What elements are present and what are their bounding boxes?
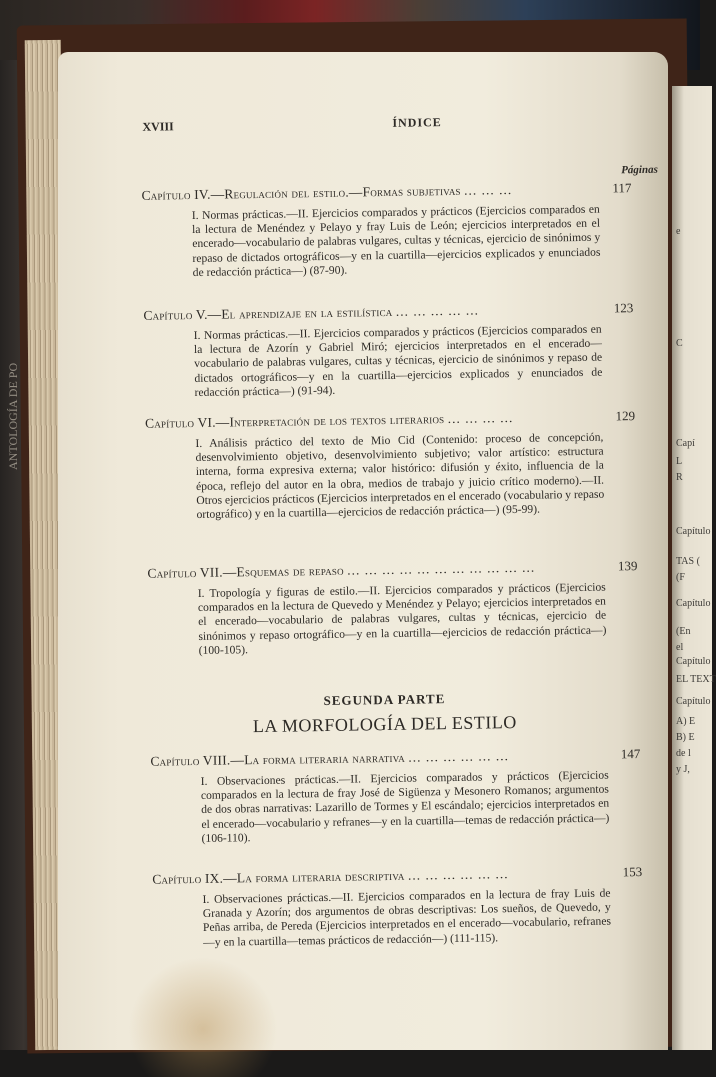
facing-page-fragment: A) E (676, 716, 696, 727)
facing-page-fragment: B) E (676, 732, 695, 743)
facing-page-fragment: y J, (676, 764, 690, 775)
chapter-page: 117 (612, 180, 632, 196)
chapter-description: I. Análisis práctico del texto de Mio Cid (Contenido: proceso de concepción, desenvolvimiento objetivo, desenvolvimiento subjetivo; valor artístico: estructura interna, forma expresiva externa; valor histórico: difusión y éxito, influencia de la época, reflejo del autor en la obra, medios de trabajo y juicio crítico moderno).—II. Otros ejercicios prácticos (Ejercicios interpretados en el encerado (vocabulario y repaso ortográfico) y en la cuartilla—ejercicios de redacción práctica—) (95-99). (195, 430, 605, 522)
chapter-description: I. Normas prácticas.—II. Ejercicios comparados y prácticos (Ejercicios comparados en la lectura de Azorín y Gabriel Miró; ejercicios interpretados en el encerado—vocabulario de palabras vulgares, cultas y técnicas, ejercicio de sinónimos y repaso de dictados ortográficos—y en la cuartilla—ejercicios explicados y enunciados de redacción práctica—) (91-94). (193, 322, 603, 399)
facing-page-fragment: (En (676, 626, 691, 637)
leader-dots: ... ... ... ... ... ... (407, 866, 509, 883)
leader-dots: ... ... ... ... ... (395, 302, 480, 319)
part-heading (149, 688, 620, 738)
running-header (142, 112, 612, 139)
chapter-entry (147, 558, 638, 659)
page-number: XVIII (142, 119, 174, 134)
facing-page-fragment: el (676, 642, 684, 653)
leader-dots: ... ... ... (463, 182, 513, 198)
part-title: LA MORFOLOGÍA DEL ESTILO (252, 712, 517, 737)
chapter-entry (150, 746, 641, 847)
chapter-title: Capítulo VIII.—La forma literaria narrativa (150, 749, 406, 769)
facing-page-fragment: e (676, 226, 681, 237)
chapter-entry (143, 300, 634, 401)
facing-page-fragment: (F (676, 572, 685, 583)
chapter-page: 139 (617, 558, 638, 574)
chapter-description: I. Normas prácticas.—II. Ejercicios comparados y prácticos (Ejercicios comparados en la lectura de Menéndez y Pelayo y fray Luis de León; ejercicios interpretados en el encerado—vocabulario de palabras vulgares, cultas y técnicas, ejercicio de sinónimos y repaso de dictados ortográficos—y en la cuartilla—ejercicios explicados y enunciados de redacción práctica—) (87-90). (191, 202, 601, 279)
chapter-title: Capítulo V.—El aprendizaje en la estilística (143, 303, 393, 323)
spine-lettering: ANTOLOGÍA DE PO (6, 362, 20, 470)
chapter-entry (141, 180, 632, 281)
chapter-page: 129 (615, 408, 636, 424)
facing-page-fragment: Capí (676, 438, 695, 449)
facing-page (672, 86, 716, 1050)
facing-page-fragment: de l (676, 748, 691, 759)
chapter-title: Capítulo VI.—Interpretación de los textos literarios (144, 411, 445, 431)
facing-page-fragment: Capítulo (676, 598, 711, 609)
chapter-entry (145, 408, 637, 523)
chapter-entry (152, 864, 643, 950)
leader-dots: ... ... ... ... (447, 410, 514, 427)
chapter-title: Capítulo IV.—Regulación del estilo.—Formas subjetivas (141, 182, 461, 203)
facing-page-fragment: Capítulo (676, 526, 711, 537)
facing-page-fragment: EL TEXT (676, 674, 716, 685)
facing-page-fragment: Capítulo (676, 696, 711, 707)
facing-page-fragment: L (676, 456, 683, 467)
chapter-page: 153 (622, 864, 643, 880)
index-content (130, 92, 664, 1000)
paginas-label: Páginas (621, 163, 658, 177)
chapter-description: I. Observaciones prácticas.—II. Ejercicios comparados y prácticos (Ejercicios comparados en la lectura de fray José de Sigüenza y Mesonero Romanos; argumentos de dos obras narrativas: Lazarillo de Tormes y El escándalo; ejercicios interpretados en el encerado—vocabulario y refranes—y en la cuartilla—temas de redacción práctica—) (106-110). (200, 768, 610, 845)
facing-page-fragment: TAS ( (676, 556, 700, 567)
chapter-page: 147 (620, 746, 641, 762)
page-title: ÍNDICE (392, 115, 442, 130)
leader-dots: ... ... ... ... ... ... ... ... ... ... ... (347, 559, 536, 578)
facing-page-fragment: R (676, 472, 683, 483)
chapter-title: Capítulo VII.—Esquemas de repaso (147, 562, 344, 581)
facing-page-fragment: Capítulo (676, 656, 711, 667)
chapter-title: Capítulo IX.—La forma literaria descriptiva (152, 867, 405, 887)
chapter-description: I. Tropología y figuras de estilo.—II. Ejercicios comparados y prácticos (Ejercicios comparados en la lectura de Quevedo y Menéndez y Pelayo; ejercicios interpretados en el encerado—vocabulario de palabras vulgares, cultas y técnicas, ejercicio de sinónimos y repaso ortográfico—y en la cuartilla—ejercicios de redacción práctica—) (100-105). (197, 580, 607, 657)
facing-page-fragment: C (676, 338, 683, 349)
chapter-description: I. Observaciones prácticas.—II. Ejercicios comparados en la lectura de fray Luis de Granada y Azorín; dos argumentos de obras descriptivas: Los sueños, de Quevedo, y Peñas arriba, de Pereda (Ejercicios interpretados en el encerado—vocabulario, refranes—y en la cuartilla—temas prácticos de redacción—) (111-115). (202, 886, 612, 949)
part-number: SEGUNDA PARTE (323, 691, 446, 709)
chapter-page: 123 (613, 300, 634, 316)
leader-dots: ... ... ... ... ... ... (408, 748, 510, 765)
